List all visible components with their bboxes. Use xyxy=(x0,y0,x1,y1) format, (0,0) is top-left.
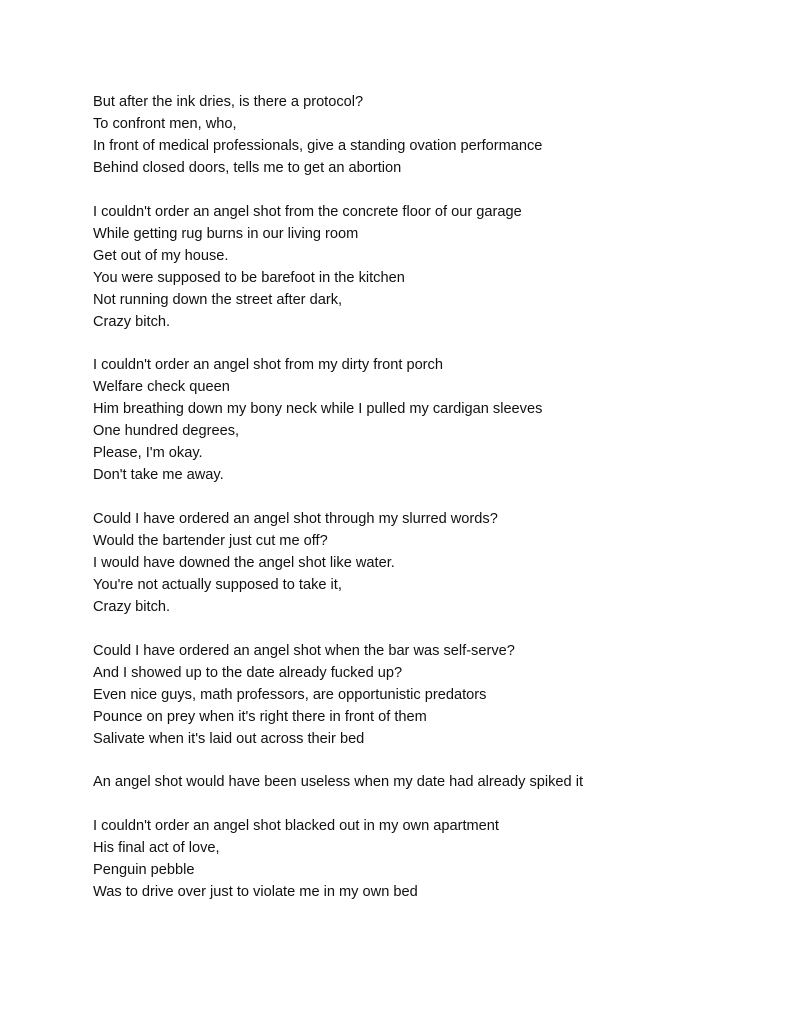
stanza-7 xyxy=(93,816,753,904)
stanza-2 xyxy=(93,202,753,334)
poem-line: And I showed up to the date already fucked up? xyxy=(93,664,403,681)
poem-line: Would the bartender just cut me off? xyxy=(93,533,328,550)
poem-body xyxy=(93,92,753,926)
stanza-5 xyxy=(93,641,753,751)
poem-line: Crazy bitch. xyxy=(93,598,171,615)
poem-line: Not running down the street after dark, xyxy=(93,291,343,308)
poem-line: I couldn't order an angel shot from my dirty front porch xyxy=(93,357,443,374)
stanza-3 xyxy=(93,355,753,487)
poem-line: His final act of love, xyxy=(93,840,220,857)
poem-line: Don't take me away. xyxy=(93,467,224,484)
poem-line: Please, I'm okay. xyxy=(93,445,203,462)
poem-line: Him breathing down my bony neck while I pulled my cardigan sleeves xyxy=(93,401,543,418)
poem-line: Even nice guys, math professors, are opportunistic predators xyxy=(93,686,487,703)
poem-line: You were supposed to be barefoot in the kitchen xyxy=(93,269,405,286)
poem-line: Was to drive over just to violate me in my own bed xyxy=(93,884,418,901)
poem-line: In front of medical professionals, give a standing ovation performance xyxy=(93,137,543,154)
poem-line: Welfare check queen xyxy=(93,379,230,396)
poem-line: But after the ink dries, is there a protocol? xyxy=(93,94,364,110)
stanza-4 xyxy=(93,509,753,619)
poem-line: I couldn't order an angel shot blacked out in my own apartment xyxy=(93,818,499,835)
poem-line: Could I have ordered an angel shot when the bar was self-serve? xyxy=(93,642,515,659)
poem-line: I would have downed the angel shot like water. xyxy=(93,554,395,571)
poem-line: An angel shot would have been useless when my date had already spiked it xyxy=(93,774,584,791)
poem-line: Could I have ordered an angel shot through my slurred words? xyxy=(93,511,498,528)
poem-line: Pounce on prey when it's right there in front of them xyxy=(93,708,427,725)
poem-line: While getting rug burns in our living room xyxy=(93,225,359,242)
poem-line: I couldn't order an angel shot from the concrete floor of our garage xyxy=(93,203,522,220)
poem-line: One hundred degrees, xyxy=(93,423,240,440)
poem-line: Crazy bitch. xyxy=(93,313,171,330)
poem-line: Get out of my house. xyxy=(93,247,229,264)
stanza-6 xyxy=(93,772,753,794)
poem-line: Salivate when it's laid out across their bed xyxy=(93,730,365,747)
poem-line: To confront men, who, xyxy=(93,115,237,132)
poem-line: Behind closed doors, tells me to get an abortion xyxy=(93,159,402,176)
poem-line: Penguin pebble xyxy=(93,862,195,879)
poem-line: You're not actually supposed to take it, xyxy=(93,576,342,593)
stanza-1 xyxy=(93,92,753,180)
